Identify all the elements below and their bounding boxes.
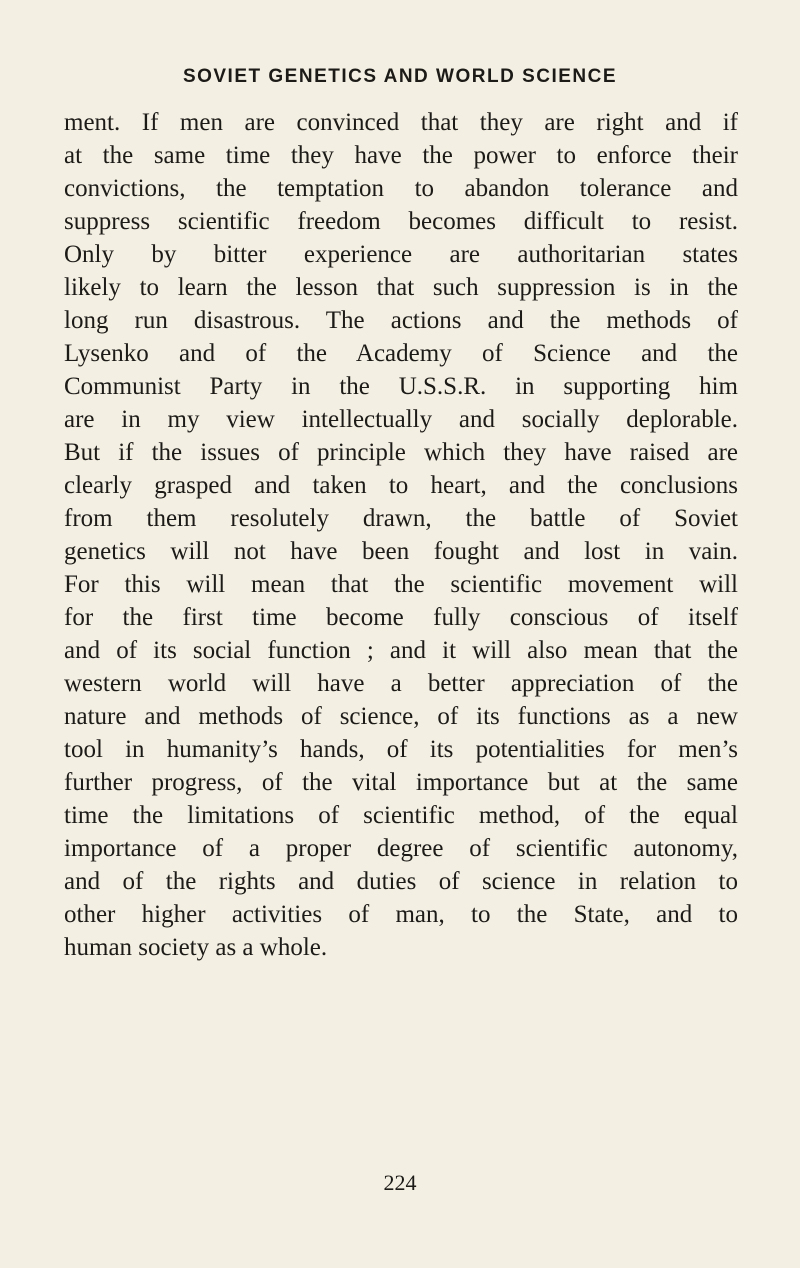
text-line: suppress scientific freedom becomes difficult to resist.	[64, 208, 738, 235]
text-line: time the limitations of scientific method, of the equal	[64, 802, 738, 829]
running-head: SOVIET GENETICS AND WORLD SCIENCE	[182, 66, 618, 87]
text-line: other higher activities of man, to the State, and to	[64, 901, 738, 928]
text-line: But if the issues of principle which they have raised are	[64, 439, 738, 466]
text-line: For this will mean that the scientific movement will	[64, 571, 738, 598]
text-line: human society as a whole.	[64, 934, 328, 961]
text-line: Only by bitter experience are authoritarian states	[64, 241, 738, 268]
text-line: ment. If men are convinced that they are right and if	[64, 109, 738, 136]
text-line: at the same time they have the power to enforce their	[64, 142, 738, 169]
text-line: Lysenko and of the Academy of Science and the	[64, 340, 738, 367]
text-line: clearly grasped and taken to heart, and the conclusions	[64, 472, 738, 499]
text-line: convictions, the temptation to abandon tolerance and	[64, 175, 738, 202]
text-line: western world will have a better appreciation of the	[64, 670, 738, 697]
text-line: likely to learn the lesson that such suppression is in the	[64, 274, 738, 301]
text-line: long run disastrous. The actions and the methods of	[64, 307, 738, 334]
text-line: for the first time become fully conscious of itself	[64, 604, 738, 631]
text-line: and of the rights and duties of science in relation to	[64, 868, 738, 895]
text-line: are in my view intellectually and socially deplorable.	[64, 406, 738, 433]
text-line: importance of a proper degree of scientific autonomy,	[64, 835, 738, 862]
text-line: genetics will not have been fought and lost in vain.	[64, 538, 738, 565]
text-line: further progress, of the vital importance but at the same	[64, 769, 738, 796]
text-line: from them resolutely drawn, the battle of Soviet	[64, 505, 738, 532]
text-line: tool in humanity’s hands, of its potentialities for men’s	[64, 736, 738, 763]
text-line: Communist Party in the U.S.S.R. in supporting him	[64, 373, 738, 400]
text-line: nature and methods of science, of its functions as a new	[64, 703, 738, 730]
page-number: 224	[383, 1170, 417, 1195]
body-paragraph	[64, 106, 738, 964]
text-line: and of its social function ; and it will also mean that the	[64, 637, 738, 664]
